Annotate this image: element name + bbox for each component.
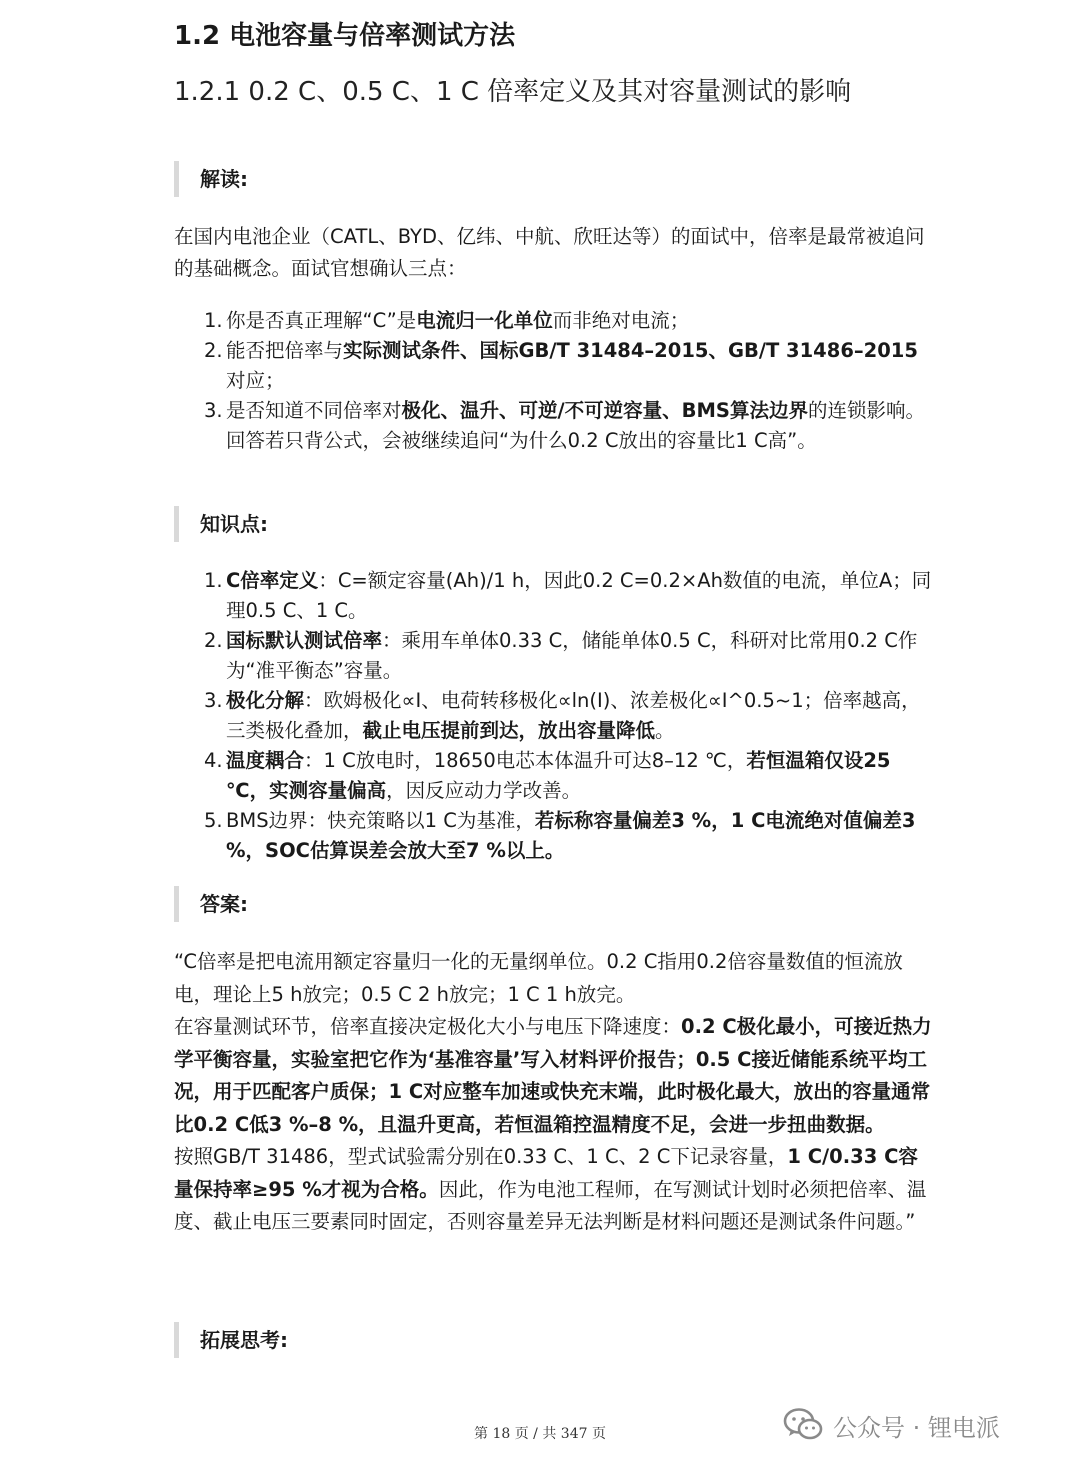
answer-paragraph-3	[174, 1141, 934, 1239]
list-text: 你是否真正理解“C”是	[226, 309, 417, 332]
answer-text-bold: 1 C/0.33 C容量保持率≥95 %才视为合格。	[174, 1145, 918, 1201]
list-label: 国标默认测试倍率	[226, 629, 383, 652]
page-number: 第 18 页 / 共 347 页	[474, 1426, 606, 1442]
interpretation-list	[174, 306, 934, 456]
list-text: 。	[655, 719, 675, 742]
watermark-text: 公众号 · 锂电派	[833, 1413, 1000, 1442]
answer-body	[174, 946, 934, 1239]
answer-paragraph-2	[174, 1011, 934, 1141]
answer-text: 在容量测试环节，倍率直接决定极化大小与电压下降速度：	[174, 1015, 682, 1038]
list-text: 的连锁影响。回答若只背公式，会被继续追问“为什么0.2 C放出的容量比1 C高”。	[226, 399, 925, 452]
answer-heading: 答案:	[174, 886, 248, 922]
list-item	[174, 396, 934, 456]
list-number: 1.	[204, 569, 223, 592]
list-text: 是否知道不同倍率对	[226, 399, 402, 422]
subsection-title: 1.2.1 0.2 C、0.5 C、1 C 倍率定义及其对容量测试的影响	[174, 77, 852, 107]
list-label: BMS边界	[226, 809, 308, 832]
interpretation-intro-text: 在国内电池企业（CATL、BYD、亿纬、中航、欣旺达等）的面试中，倍率是最常被追问的基础概念。面试官想确认三点：	[174, 225, 925, 280]
extension-heading: 拓展思考:	[174, 1322, 288, 1358]
list-text: ：C=额定容量(Ah)/1 h，因此0.2 C=0.2×Ah数值的电流，单位A；同理0.5 C、1 C。	[226, 569, 932, 622]
interpretation-heading: 解读:	[174, 161, 248, 197]
list-text: 对应；	[226, 369, 285, 392]
list-text: ：快充策略以1 C为基准，	[307, 809, 535, 832]
list-number: 4.	[204, 749, 223, 772]
list-text-bold: 若恒温箱仅设25 ℃，实测容量偏高	[226, 749, 891, 802]
list-item	[174, 626, 934, 686]
list-item	[174, 336, 934, 396]
list-number: 5.	[204, 809, 223, 832]
list-item	[174, 746, 934, 806]
wechat-icon	[783, 1407, 823, 1443]
list-text-bold: 电流归一化单位	[416, 309, 553, 332]
list-text: ，因反应动力学改善。	[386, 779, 582, 802]
list-item	[174, 806, 934, 866]
answer-text: 按照GB/T 31486，型式试验需分别在0.33 C、1 C、2 C下记录容量，	[174, 1145, 788, 1168]
list-text: 而非绝对电流；	[552, 309, 690, 332]
list-number: 2.	[204, 339, 223, 362]
list-text: ：乘用车单体0.33 C，储能单体0.5 C，科研对比常用0.2 C作为“准平衡态”容量。	[226, 629, 918, 682]
knowledge-heading: 知识点:	[174, 506, 268, 542]
list-item	[174, 686, 934, 746]
list-text-bold: 若标称容量偏差3 %，1 C电流绝对值偏差3 %，SOC估算误差会放大至7 %以上。	[226, 809, 916, 862]
watermark	[783, 1403, 1000, 1447]
knowledge-list	[174, 566, 934, 866]
list-label: 温度耦合	[226, 749, 305, 772]
list-text: ：1 C放电时，18650电芯本体温升可达8–12 ℃，	[304, 749, 747, 772]
list-item	[174, 566, 934, 626]
list-text: 能否把倍率与	[226, 339, 344, 362]
list-text-bold: 截止电压提前到达，放出容量降低	[362, 719, 656, 742]
list-label: C倍率定义	[226, 569, 319, 592]
list-number: 1.	[204, 309, 223, 332]
section-title: 1.2 电池容量与倍率测试方法	[174, 21, 516, 51]
interpretation-intro	[174, 221, 934, 285]
list-item	[174, 306, 934, 336]
list-number: 3.	[204, 689, 223, 712]
list-text: ：欧姆极化∝I、电荷转移极化∝ln(I)、浓差极化∝I^0.5~1；倍率越高，三类极化叠加，	[226, 689, 921, 742]
list-number: 3.	[204, 399, 223, 422]
answer-text: 因此，作为电池工程师，在写测试计划时必须把倍率、温度、截止电压三要素同时固定，否则容量差异无法判断是材料问题还是测试条件问题。”	[174, 1177, 927, 1233]
answer-paragraph-1: “C倍率是把电流用额定容量归一化的无量纲单位。0.2 C指用0.2倍容量数值的恒流放电，理论上5 h放完；0.5 C 2 h放完；1 C 1 h放完。	[174, 950, 903, 1006]
list-text-bold: 实际测试条件、国标GB/T 31484–2015、GB/T 31486–2015	[343, 339, 918, 362]
answer-text-bold: 0.2 C极化最小，可接近热力学平衡容量，实验室把它作为‘基准容量’写入材料评价报告；0.5 C接近储能系统平均工况，用于匹配客户质保；1 C对应整车加速或快充末端，此时极化最大，放出的容量通常比0.2 C低3 %–8 %，且温升更高，若恒温箱控温精度不足，会进一步扭曲数据。	[174, 1015, 932, 1136]
list-label: 极化分解	[226, 689, 305, 712]
list-number: 2.	[204, 629, 223, 652]
list-text-bold: 极化、温升、可逆/不可逆容量、BMS算法边界	[401, 399, 808, 422]
